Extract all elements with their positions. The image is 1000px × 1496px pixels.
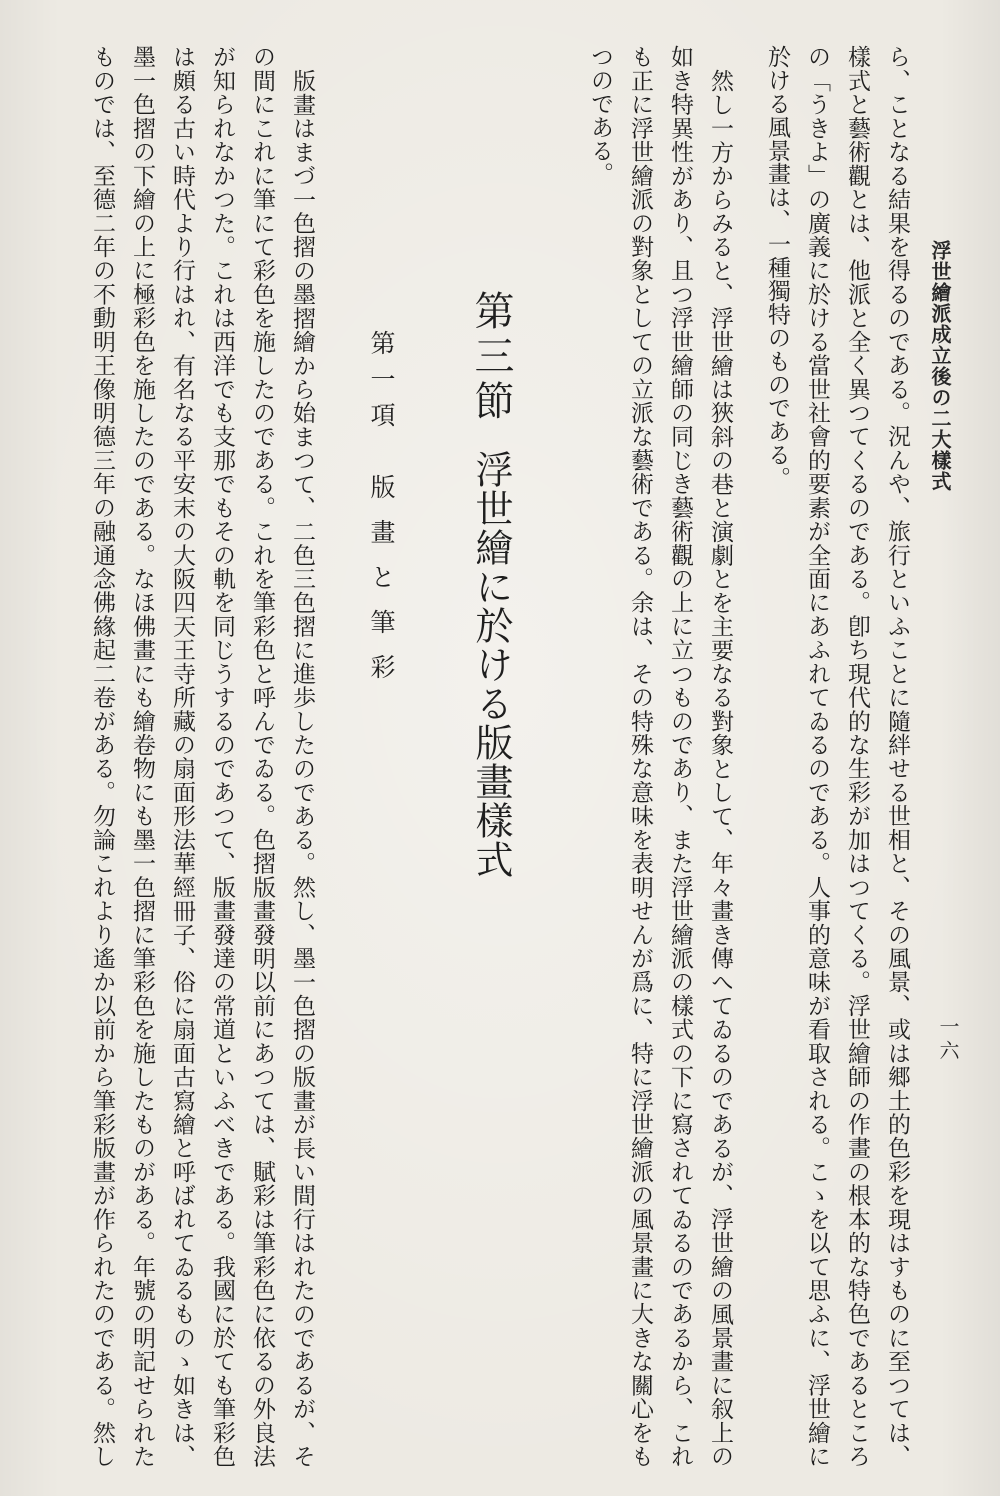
- section-heading-title: 浮世繪に於ける版畫樣式: [469, 450, 513, 879]
- text-column: 版畫はまづ一色摺の墨摺繪から始まつて、二色三色摺に進歩したのである。然し、墨一色摺の版畫が長い間行はれたのであるが、そ: [289, 69, 315, 1468]
- text-column: ものでは、至德二年の不動明王像明德三年の融通念佛緣起二卷がある。勿論これより遙か以前から筆彩版畫が作られたのである。然し: [89, 45, 115, 1468]
- section-heading-number: 第三節: [468, 290, 514, 425]
- text-column: 如き特異性があり、且つ浮世繪師の同じき藝術觀の上に立つものであり、また浮世繪派の樣式の下に寫されてゐるのであるから、これ: [667, 45, 693, 1468]
- page-number: 一六: [936, 1016, 960, 1064]
- text-column: 於ける風景畫は、一種獨特のものである。: [764, 45, 790, 490]
- text-column: も正に浮世繪派の對象としての立派な藝術である。余は、その特殊な意味を表明せんが爲に、特に浮世繪派の風景畫に大きな關心をも: [627, 45, 653, 1468]
- text-column: が知られなかつた。これは西洋でも支那でもその軌を同じうするのであつて、版畫發達の常道といふべきである。我國に於ても筆彩色: [209, 45, 235, 1468]
- running-header: 浮世繪派成立後の二大樣式: [928, 240, 952, 492]
- text-column: 然し一方からみると、浮世繪は狹斜の巷と演劇とを主要なる對象として、年々畫き傳へてゐるのであるが、浮世繪の風景畫に叙上の: [707, 69, 733, 1468]
- subsection-heading-title: 版畫と筆彩: [367, 474, 396, 699]
- text-column: 樣式と藝術觀とは、他派と全く異つてくるのである。卽ち現代的な生彩が加はつてくる。浮世繪師の作畫の根本的な特色であるところ: [844, 45, 870, 1468]
- text-column: 墨一色摺の下繪の上に極彩色を施したのである。なほ佛畫にも繪卷物にも墨一色摺に筆彩色を施したものがある。年號の明記せられた: [129, 45, 155, 1468]
- subsection-heading-number: 第一項: [367, 330, 396, 438]
- text-column: つのである。: [587, 45, 613, 186]
- text-column: の間にこれに筆にて彩色を施したのである。これを筆彩色と呼んでゐる。色摺版畫發明以前にあつては、賦彩は筆彩色に依るの外良法: [249, 45, 275, 1468]
- text-column: は頗る古い時代より行はれ、有名なる平安末の大阪四天王寺所藏の扇面形法華經冊子、俗に扇面古寫繪と呼ばれてゐるものゝ如きは、: [169, 45, 195, 1468]
- text-column: の「うきよ」の廣義に於ける當世社會的要素が全面にあふれてゐるのである。人事的意味が看取される。こゝを以て思ふに、浮世繪に: [804, 45, 830, 1468]
- text-column: ら、ことなる結果を得るのである。況んや、旅行といふことに隨絆せる世相と、その風景、或は郷土的色彩を現はすものに至つては、: [884, 45, 910, 1468]
